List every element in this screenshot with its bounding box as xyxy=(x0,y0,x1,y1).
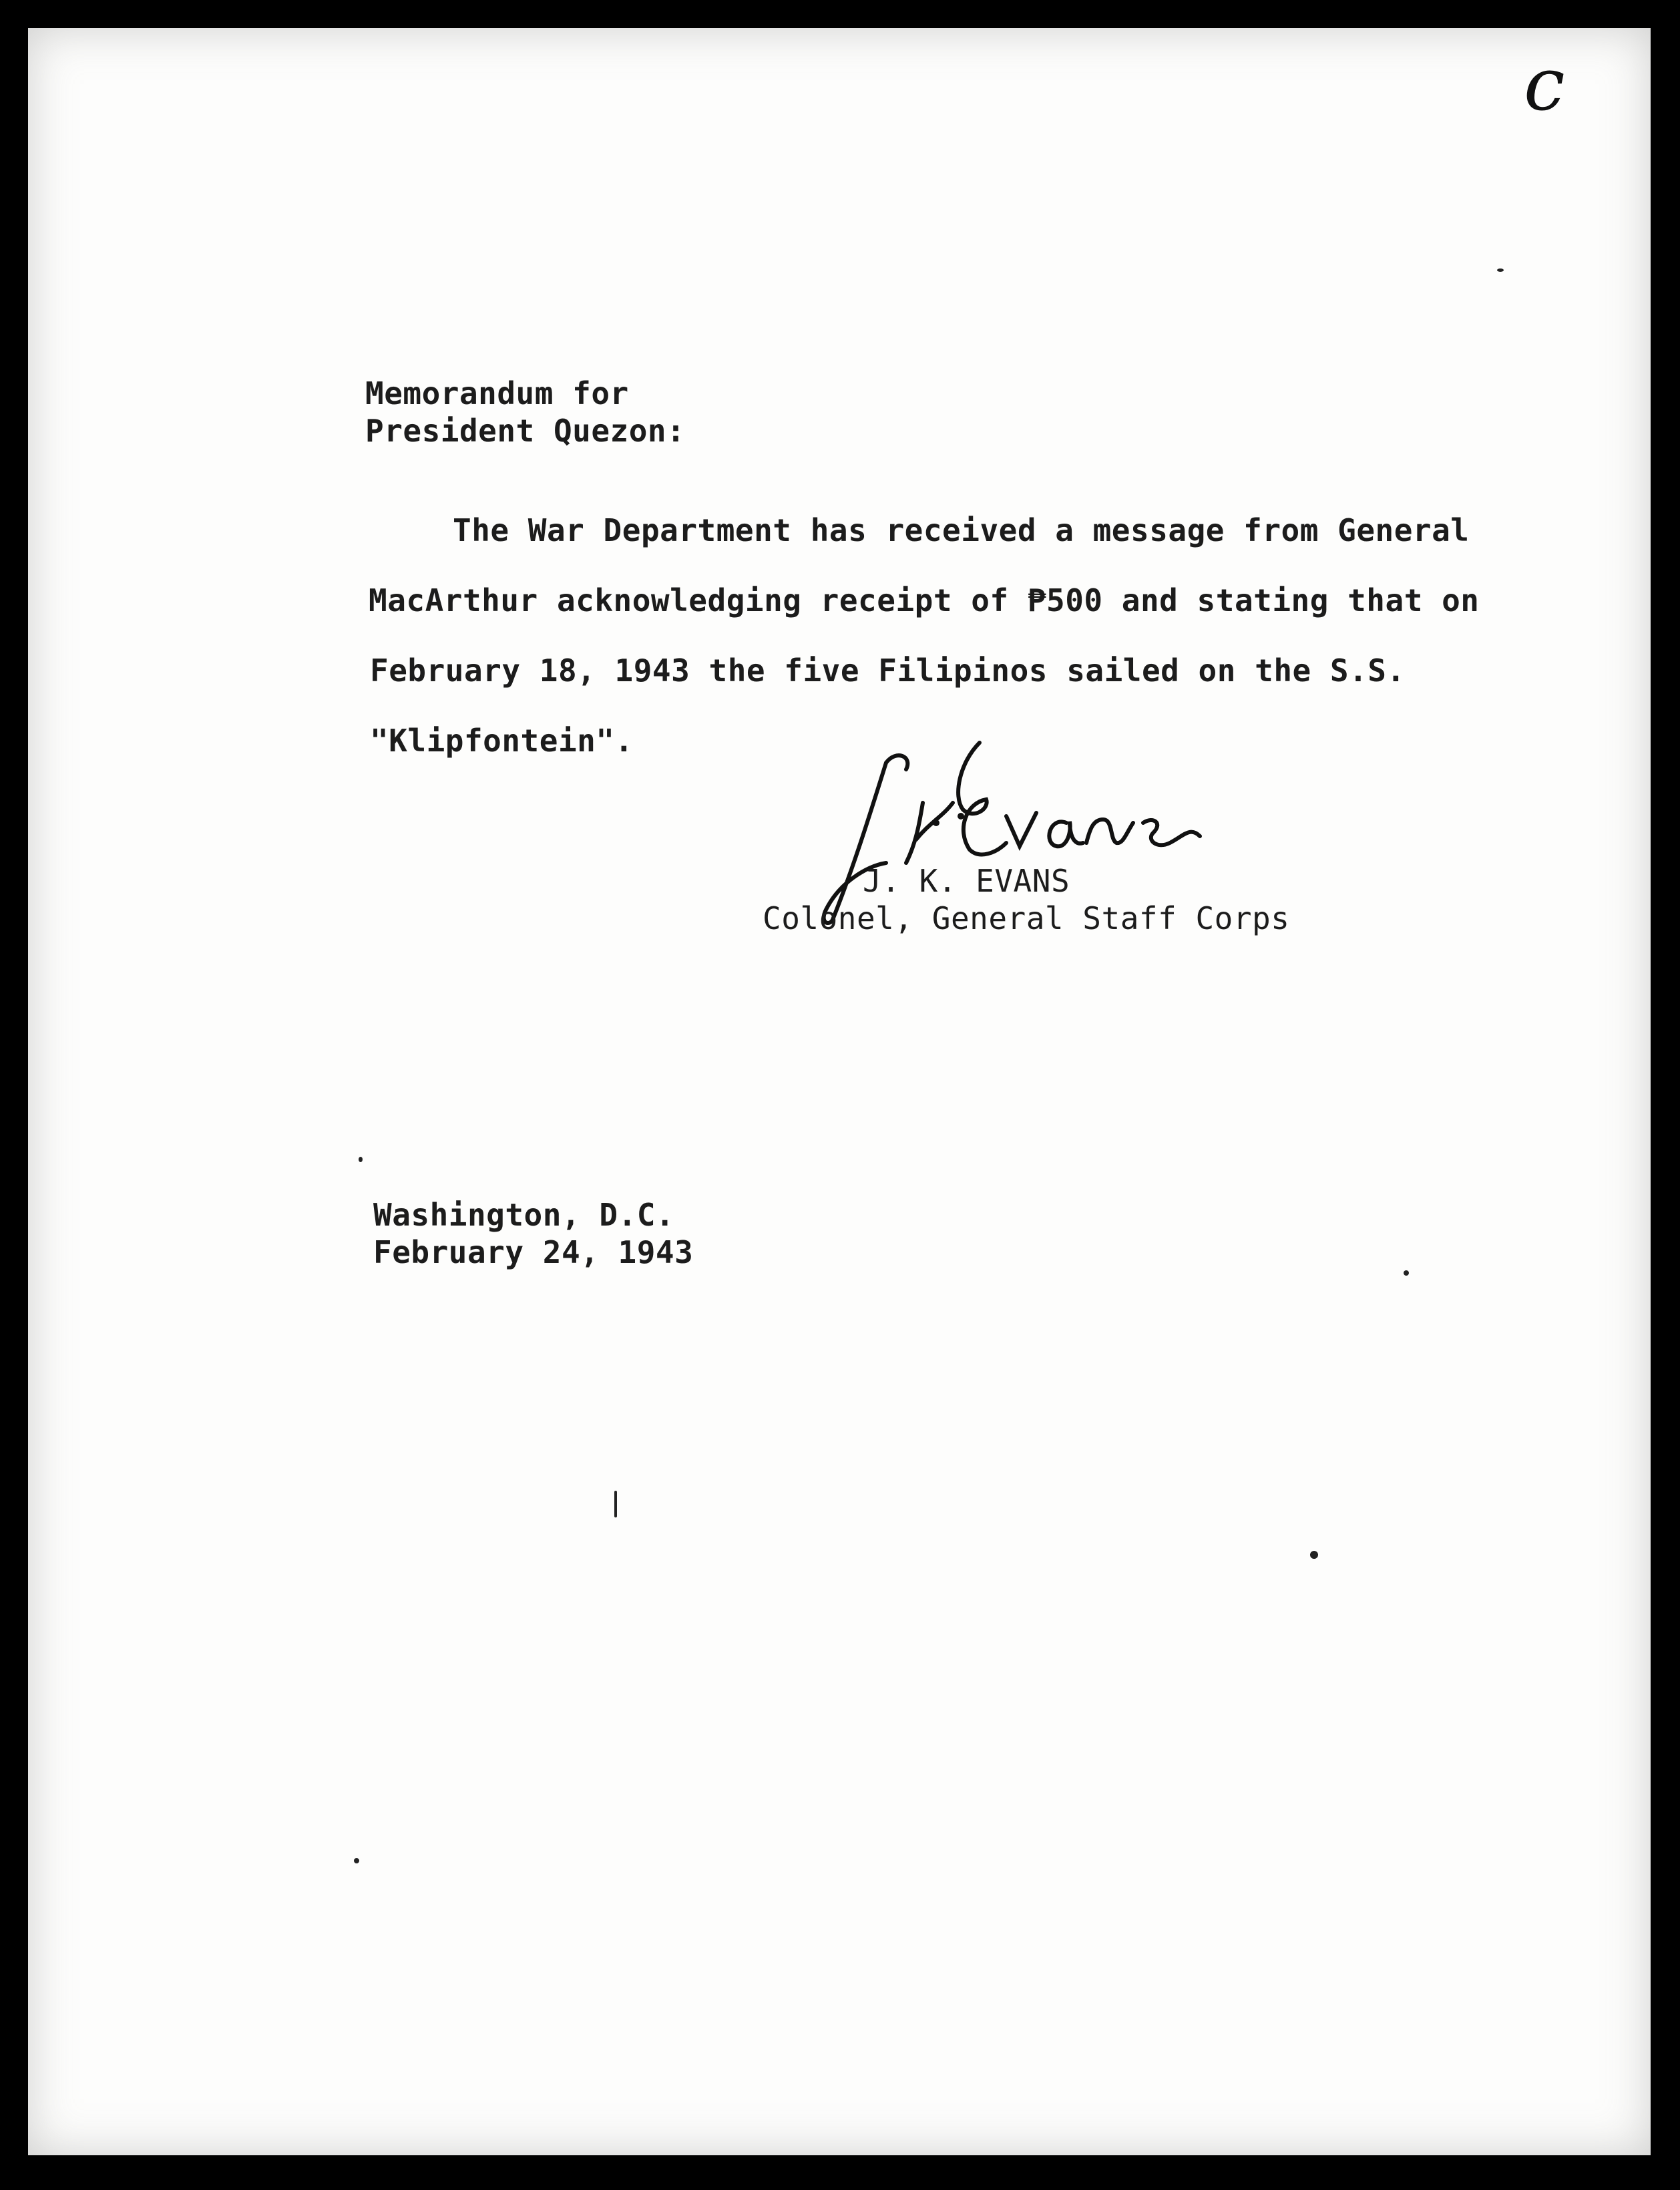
signer-title: Colonel, General Staff Corps xyxy=(763,900,1290,936)
place-line: Washington, D.C. xyxy=(373,1197,675,1233)
signer-name: J. K. EVANS xyxy=(863,863,1070,899)
paper-speck xyxy=(1404,1270,1409,1276)
paper-speck xyxy=(614,1491,617,1517)
paper-speck xyxy=(1310,1551,1318,1559)
document-page xyxy=(28,28,1651,2155)
body-line-2: MacArthur acknowledging receipt of ₱500 and stating that on xyxy=(369,582,1480,618)
corner-mark: c xyxy=(1524,41,1565,127)
paper-speck xyxy=(354,1858,359,1863)
paper-speck xyxy=(359,1157,363,1162)
addressee-line-2: President Quezon: xyxy=(365,413,686,449)
body-line-3: February 18, 1943 the five Filipinos sailed on the S.S. xyxy=(370,653,1406,689)
paper-speck xyxy=(1497,268,1504,272)
date-line: February 24, 1943 xyxy=(373,1234,694,1270)
body-line-1: The War Department has received a message from General xyxy=(453,512,1470,548)
addressee-line-1: Memorandum for xyxy=(365,375,629,411)
body-line-4: "Klipfontein". xyxy=(370,723,634,759)
